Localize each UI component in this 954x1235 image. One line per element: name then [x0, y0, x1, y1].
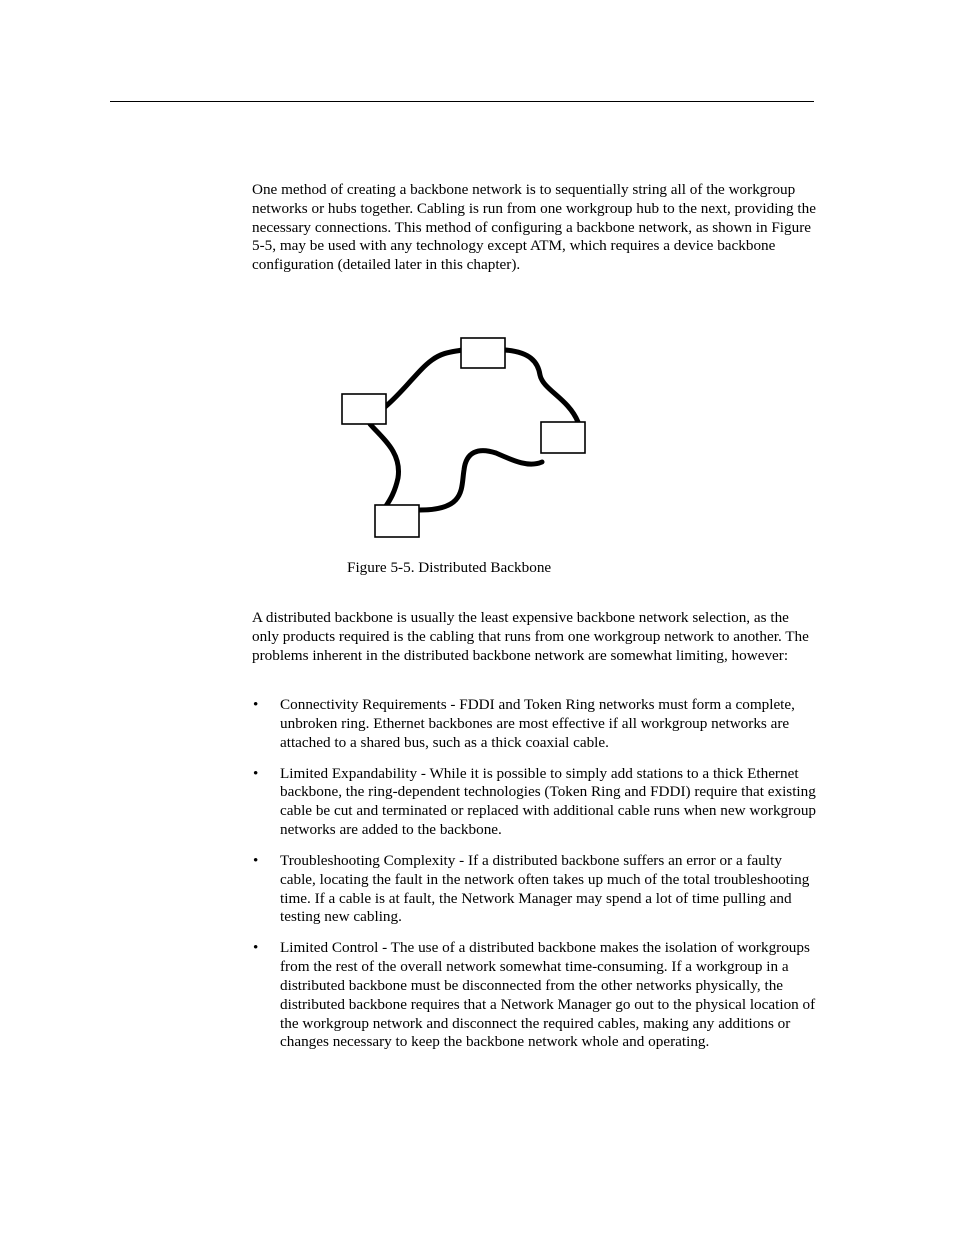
workgroup-hub-top: [461, 338, 505, 368]
limitations-list: [252, 696, 817, 1064]
list-item-text: Limited Expandability - While it is possible to simply add stations to a thick Ethernet backbone, the ring-dependent technologies (Token Ring and FDDI) require that existing cable be cut and terminated or replaced with additional cable runs when new workgroup networks are added to the backbone.: [280, 764, 817, 838]
backbone-cable-left: [370, 424, 399, 506]
distributed-backbone-figure: [330, 330, 600, 545]
workgroup-hub-right: [541, 422, 585, 453]
list-item-text: Limited Control - The use of a distributed backbone makes the isolation of workgroups from the rest of the overall network somewhat time-consuming. If a workgroup in a distributed backbone must be disconnected from the other networks physically, the distributed backbone requires that a Network Manager go out to the physical location of the workgroup network and disconnect the required cables, making any additions or changes necessary to keep the backbone network whole and operating.: [280, 939, 816, 1051]
list-item: [252, 939, 817, 1052]
backbone-cable-bottom-right: [420, 451, 542, 510]
distributed-backbone-paragraph: A distributed backbone is usually the least expensive backbone network selection, as the only products required is the cabling that runs from one workgroup network to another. The problems inherent in the distributed backbone network are somewhat limiting, however:: [252, 609, 809, 664]
backbone-cable-top: [385, 350, 462, 407]
list-item-text: Troubleshooting Complexity - If a distributed backbone suffers an error or a faulty cable, locating the fault in the network often takes up much of the total troubleshooting time. If a cable is at fault, the Network Manager may spend a lot of time pulling and testing new cabling.: [280, 851, 810, 926]
bullet-mark: •: [253, 764, 259, 782]
workgroup-hub-left: [342, 394, 386, 424]
list-item: [252, 852, 817, 927]
bullet-mark: •: [253, 696, 259, 713]
intro-paragraph: One method of creating a backbone network is to sequentially string all of the workgroup networks or hubs together. Cabling is run from one workgroup hub to the next, providing the necessary connections. This method of configuring a backbone network, as shown in Figure 5-5, may be used with any technology except ATM, which requires a device backbone configuration (detailed later in this chapter).: [252, 181, 816, 274]
list-item: [252, 765, 817, 840]
figure-caption: Figure 5-5. Distributed Backbone: [347, 559, 552, 576]
workgroup-hub-bottom: [375, 505, 419, 537]
bullet-mark: •: [253, 851, 259, 869]
list-item: [252, 696, 817, 752]
backbone-cable-right: [505, 350, 578, 422]
header-rule: [110, 101, 814, 102]
list-item-text: Connectivity Requirements - FDDI and Token Ring networks must form a complete, unbroken ring. Ethernet backbones are most effective if all workgroup networks are attached to a shared bus, such as a thick coaxial cable.: [280, 696, 795, 751]
bullet-mark: •: [253, 939, 259, 957]
